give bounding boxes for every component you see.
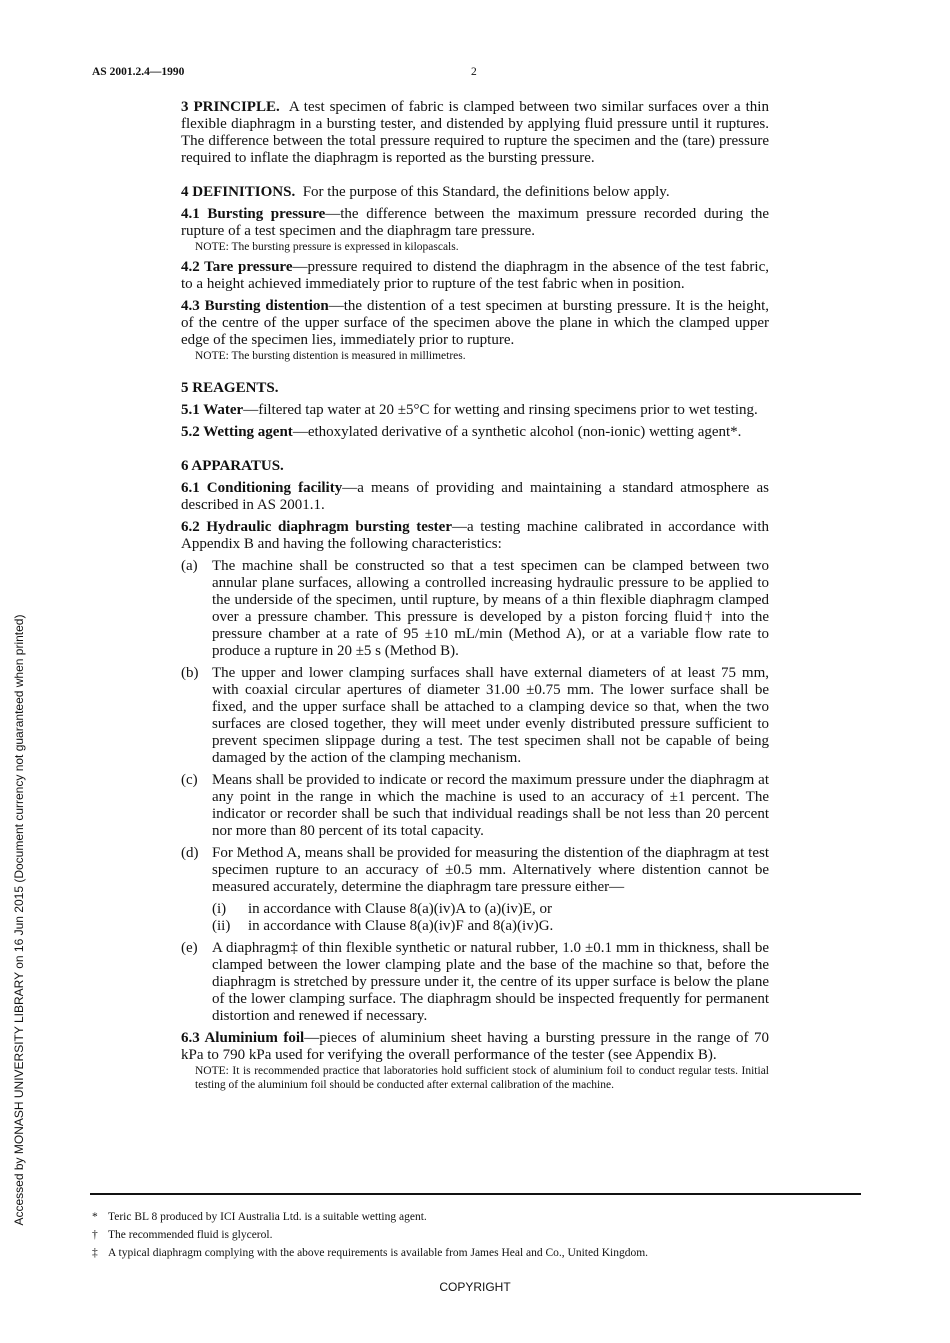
definition-4-2-text: —pressure required to distend the diaphragm in the absence of the test fabric, to a height achieved immediately prior to rupture of the test fabric when in position. [181,259,769,292]
definition-4-1 [181,206,769,240]
footnote-symbol: * [92,1211,98,1223]
definition-4-1-text: —the difference between the maximum pressure recorded during the rupture of a test specimen and the diaphragm tare pressure. [181,206,769,239]
access-watermark: Accessed by MONASH UNIVERSITY LIBRARY on 16 Jun 2015 (Document currency not guaranteed when printed) [12,614,26,1226]
list-item-label: (b) [181,665,199,681]
section-3-text: A test specimen of fabric is clamped between two similar surfaces over a thin flexible diaphragm in a bursting tester, and distended by applying fluid pressure until it ruptures. The difference between the total pressure required to rupture the specimen and the (tare) pressure required to inflate the diaphragm is reported as the bursting pressure. [181,99,769,166]
footnote-symbol: † [92,1229,98,1241]
definition-4-2 [181,259,769,293]
definition-4-3-text: —the distention of a test specimen at bursting pressure. It is the height, of the centre of the upper surface of the specimen above the plane in which the clamped upper edge of the specimen lies, immediately prior to rupture. [181,298,769,348]
footnote-text: Teric BL 8 produced by ICI Australia Ltd. is a suitable wetting agent. [108,1211,427,1223]
document-body [181,99,769,1092]
section-4 [181,184,769,201]
note-4-1: NOTE: The bursting pressure is expressed in kilopascals. [195,241,459,253]
footnote [92,1210,427,1224]
apparatus-6-3-text: —pieces of aluminium sheet having a bursting pressure in the range of 70 kPa to 790 kPa used for verifying the overall performance of the tester (see Appendix B). [181,1030,769,1063]
section-3 [181,99,769,167]
footnote-divider [90,1193,861,1195]
reagent-5-1 [181,402,769,419]
section-5-heading: 5 REAGENTS. [181,380,279,396]
list-item-text: For Method A, means shall be provided for measuring the distention of the diaphragm at test specimen rupture to an accuracy of ±0.5 mm. Alternatively where distention cannot be measured accurately, determine the diaphragm tare pressure either— [212,845,769,895]
reagent-5-1-text: —filtered tap water at 20 ±5°C for wetting and rinsing specimens prior to wet testing. [243,402,758,418]
list-item-text: Means shall be provided to indicate or record the maximum pressure under the diaphragm at any point in the range in which the machine is used to an accuracy of ±1 percent. The indicator or recorder shall be such that individual readings shall be not less than 20 percent nor more than 80 percent of its total capacity. [212,772,769,839]
list-item-text: The upper and lower clamping surfaces shall have external diameters of at least 75 mm, with coaxial circular apertures of diameter 31.00 ±0.75 mm. The lower surface shall be fixed, and the upper surface shall be attached to a clamping device so that, when the two surfaces are closed together, they will meet under evenly distributed pressure sufficient to prevent specimen slippage during a test. The test specimen shall not be capable of being damaged by the action of the clamping mechanism. [212,665,769,766]
reagent-5-2-text: —ethoxylated derivative of a synthetic alcohol (non-ionic) wetting agent*. [292,424,742,440]
section-4-text: For the purpose of this Standard, the definitions below apply. [302,184,670,200]
sub-list-item-label: (i) [212,901,227,917]
apparatus-6-1 [181,480,769,514]
copyright-footer: COPYRIGHT [439,1280,511,1294]
section-6-heading: 6 APPARATUS. [181,458,284,474]
definition-4-2-term: 4.2 Tare pressure [181,259,293,275]
list-item-label: (e) [181,940,198,956]
list-item-label: (c) [181,772,198,788]
sub-list-item [181,901,769,918]
footnote-text: The recommended fluid is glycerol. [108,1229,273,1241]
definition-4-3 [181,298,769,349]
section-4-heading: 4 DEFINITIONS. [181,184,296,200]
list-item [181,940,769,1025]
apparatus-6-1-text: —a means of providing and maintaining a standard atmosphere as described in AS 2001.1. [181,480,769,513]
list-item [181,558,769,660]
list-item [181,772,769,840]
footnote-text: A typical diaphragm complying with the above requirements is available from James Heal and Co., United Kingdom. [108,1247,649,1259]
page-number: 2 [471,66,477,78]
section-3-heading: 3 PRINCIPLE. [181,99,280,115]
definition-4-3-term: 4.3 Bursting distention [181,298,329,314]
footnote [92,1228,272,1242]
list-item-label: (d) [181,845,199,861]
list-item-text: A diaphragm‡ of thin flexible synthetic or natural rubber, 1.0 ±0.1 mm in thickness, shall be clamped between the lower clamping plate and the base of the machine so that, before the diaphragm is stretched by pressure under it, the centre of its upper surface is below the plane of the lower clamping surface. The diaphragm should be inspected frequently for permanent distortion and renewed if necessary. [212,940,769,1024]
sub-list-item-text: in accordance with Clause 8(a)(iv)F and 8(a)(iv)G. [248,918,554,934]
reagent-5-2-term: 5.2 Wetting agent [181,424,293,440]
footnote [92,1246,648,1260]
reagent-5-1-term: 5.1 Water [181,402,244,418]
list-item [181,845,769,896]
apparatus-6-2-text: —a testing machine calibrated in accordance with Appendix B and having the following characteristics: [181,519,769,552]
sub-list-item [181,918,769,935]
list-item [181,665,769,767]
apparatus-6-3 [181,1030,769,1064]
footnote-symbol: ‡ [92,1247,98,1259]
note-4-3: NOTE: The bursting distention is measured in millimetres. [195,350,466,362]
sub-list-item-text: in accordance with Clause 8(a)(iv)A to (a)(iv)E, or [248,901,553,917]
list-item-text: The machine shall be constructed so that a test specimen can be clamped between two annular plane surfaces, allowing a controlled increasing hydraulic pressure to be applied to the underside of the specimen, until rupture, by means of a thin flexible diaphragm clamped over a pressure chamber. This pressure is developed by a piston forcing fluid† into the pressure chamber at a rate of 95 ±10 mL/min (Method A), or at a variable flow rate to produce a rupture in 20 ±5 s (Method B). [212,558,769,659]
apparatus-6-2-term: 6.2 Hydraulic diaphragm bursting tester [181,519,452,535]
document-id: AS 2001.2.4—1990 [92,66,185,78]
note-6-3: NOTE: It is recommended practice that laboratories hold sufficient stock of aluminium foil to conduct regular tests. Initial testing of the aluminium foil should be conducted after external calibration of the machine. [195,1065,769,1091]
reagent-5-2 [181,424,769,441]
sub-list-item-label: (ii) [212,918,231,934]
apparatus-6-1-term: 6.1 Conditioning facility [181,480,343,496]
apparatus-6-3-term: 6.3 Aluminium foil [181,1030,305,1046]
apparatus-6-2 [181,519,769,553]
definition-4-1-term: 4.1 Bursting pressure [181,206,326,222]
list-item-label: (a) [181,558,198,574]
